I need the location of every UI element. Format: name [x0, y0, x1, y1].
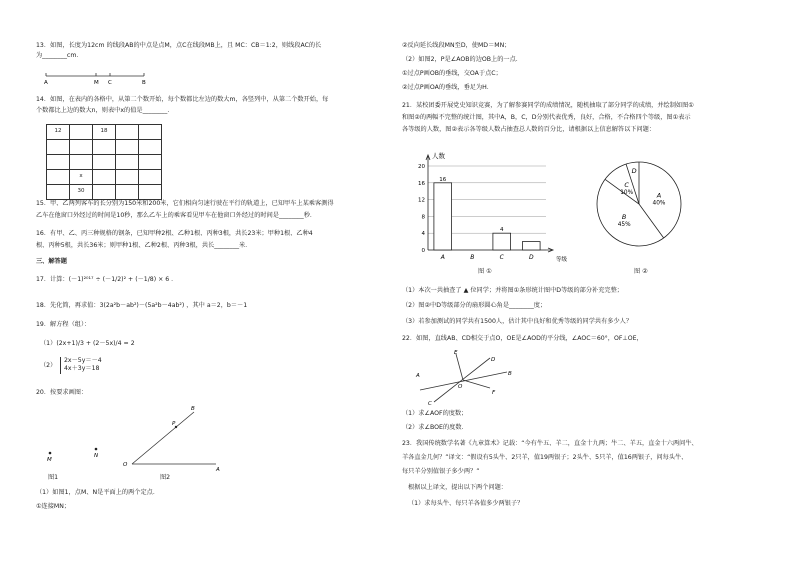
- q22-s2: （2）求∠BOE的度数．: [402, 424, 468, 431]
- q22-label-b: B: [508, 371, 512, 377]
- category-label: C: [499, 254, 504, 261]
- data-label: 16: [439, 176, 447, 183]
- bar-d: [522, 242, 540, 250]
- x-axis-label: 等级: [556, 257, 568, 263]
- table-cell: [93, 140, 116, 155]
- bar-a: [434, 183, 452, 250]
- table-cell: [116, 155, 139, 170]
- q13-label-a: A: [44, 80, 48, 86]
- q19-part1-label: （1）: [40, 340, 57, 347]
- data-label: 4: [500, 227, 504, 234]
- q16-text: 16．有甲、乙、丙三种规格的钢条，已知甲种2根、乙种1根、丙种3根，共长23米；甲种1根、乙种4: [36, 230, 313, 237]
- right-column: [402, 0, 772, 562]
- q18-label: 18．先化简，再求值：: [36, 302, 100, 309]
- q13-label-c: C: [108, 80, 112, 86]
- label-o: O: [123, 462, 128, 468]
- q20-label: 20．按要求画图：: [36, 389, 88, 396]
- q17-line: [36, 276, 177, 284]
- y-tick-label: 8: [421, 214, 425, 221]
- q13-label-b: B: [142, 80, 146, 86]
- slice-label: D: [631, 166, 637, 175]
- q17-expression: (－1)²⁰¹⁷ ÷ (－1/2)² + (－1/8) × 6 ．: [68, 276, 178, 283]
- q15-text: 15．甲、乙两列客车的长分别为150米和200米，它们相向匀速行驶在平行的轨道上，已知甲车上某乘客测得: [36, 200, 334, 207]
- table-cell: [116, 170, 139, 185]
- table-cell: [93, 155, 116, 170]
- ray-of: [463, 380, 490, 388]
- table-cell: [139, 125, 162, 140]
- q21-s2: （2）图②中D等级部分的扇形圆心角是________度；: [402, 302, 547, 309]
- q19-equation1: (2x+1)/3 + (2－5x)/4 = 2: [56, 340, 135, 347]
- q21-s1: （1）本次一共抽查了 ▲ 位同学；并将图①条形统计图中D等级的部分补充完整；: [402, 287, 623, 294]
- slice-label: C: [624, 181, 629, 190]
- category-label: D: [528, 254, 534, 261]
- q23-text: 23．我国传统数学名著《九章算术》记载：“今有牛五、羊二，直金十九两；牛二、羊五，直金十六两问牛、: [402, 440, 698, 447]
- q23-text2: 羊各直金几何？”译文：“假设有5头牛、2只羊，值19两银子；2头牛、5只羊，值16两银子，问每头牛、: [402, 454, 688, 461]
- q22-label-c: C: [428, 401, 432, 407]
- q21-text3: 各等级的人数，图②表示各等级人数占抽查总人数的百分比，请根据以上信息解答以下问题：: [402, 126, 656, 133]
- table-cell: 12: [47, 125, 70, 140]
- table-cell: [139, 140, 162, 155]
- label-n: N: [94, 453, 99, 459]
- q19-equation2b: 4x＋3y＝18: [64, 365, 100, 373]
- q21-text2: 和图②的两幅不完整的统计图，其中A，B，C，D分别代表优秀，良好，合格，不合格四个等级，图①表示: [402, 114, 691, 121]
- slice-label: B: [621, 212, 627, 221]
- table-cell: x: [70, 170, 93, 185]
- point-n: [95, 448, 98, 451]
- q22-text: 22．如图，直线AB、CD相交于点O，OE是∠AOD的平分线，∠AOC＝60°，OF⊥OE，: [402, 335, 643, 342]
- q23-text4: 根据以上译文，提出以下两个问题：: [408, 484, 507, 491]
- table-cell: [47, 155, 70, 170]
- table-cell: [70, 125, 93, 140]
- q21-text: 21．某校团委开展党史知识竞赛，为了解参赛同学的成绩情况，随机抽取了部分同学的成绩，并绘制如图①: [402, 102, 694, 109]
- q22-label-f: F: [492, 390, 496, 396]
- ray-oe: [456, 354, 463, 380]
- table-cell: [70, 140, 93, 155]
- table-cell: [93, 185, 116, 200]
- q23-text3: 每只羊分别值银子多少两？”: [402, 468, 480, 475]
- line-ab: [420, 372, 507, 390]
- fig1-caption: 图1: [48, 474, 59, 481]
- table-cell: [116, 185, 139, 200]
- q22-s1: （1）求∠AOF的度数；: [402, 410, 468, 417]
- table-row: [47, 185, 162, 200]
- label-a: A: [216, 467, 220, 473]
- y-tick-label: 20: [418, 164, 425, 170]
- q20-figures: [36, 400, 256, 480]
- q19-part2-label: （2）: [40, 362, 57, 369]
- q18-line: [36, 302, 247, 310]
- q18-expression: 3(2a²b－ab²)－(5a²b－4ab²) ，其中 a＝2，b＝－1: [99, 302, 248, 309]
- q14-text: 14．如图，在表内的各格中，从第二个数开始，每个数都比左边的数大m，各竖列中，从第二个数开始，每: [36, 96, 329, 103]
- slice-pct-label: 10%: [620, 190, 634, 197]
- q14-text2: 个数都比上边的数大n，则表中x的值是________．: [36, 107, 174, 114]
- label-b: B: [191, 406, 195, 412]
- q21-bar-chart: [402, 146, 582, 266]
- table-cell: 30: [70, 185, 93, 200]
- y-tick-label: 4: [421, 231, 425, 238]
- q13-label-m: M: [94, 80, 99, 86]
- q20-t2: ①连接MN；: [36, 503, 71, 510]
- q20-t4: （2）如图2，P是∠AOB的边OB上的一点．: [402, 56, 522, 63]
- bar-c: [493, 233, 511, 250]
- q19-system: [60, 357, 102, 374]
- q22-label-d: D: [491, 357, 496, 363]
- fig2-caption: 图2: [160, 474, 171, 481]
- table-cell: 18: [93, 125, 116, 140]
- table-cell: [116, 125, 139, 140]
- table-row: [47, 140, 162, 155]
- table-row: [47, 125, 162, 140]
- q14-number-table: [46, 124, 162, 200]
- q21-s3: （3）若参加测试的同学共有1500人，估计其中良好和优秀等级的同学共有多少人？: [402, 318, 633, 325]
- q16-text2: 根、丙种5根，共长36米；则甲种1根、乙种2根、丙种3根，共长________米．: [36, 242, 252, 249]
- q19-equation2a: 2x－5y＝－4: [64, 357, 102, 364]
- y-tick-label: 0: [421, 248, 425, 254]
- y-axis-label: 人数: [432, 152, 445, 160]
- table-row: [47, 170, 162, 185]
- line-cd: [434, 358, 490, 402]
- q20-t3: ②反向延长线段MN至D，使MD＝MN；: [402, 42, 511, 49]
- q22-lines-figure: [412, 348, 522, 406]
- q20-t1: （1）如图1，点M、N是平面上的两个定点．: [36, 489, 160, 496]
- q13-segment-figure: [44, 70, 164, 86]
- slice-pct-label: 45%: [617, 221, 631, 228]
- label-p: P: [172, 421, 176, 427]
- table-cell: [47, 185, 70, 200]
- table-cell: [70, 155, 93, 170]
- slice-label: A: [656, 191, 662, 200]
- q20-t6: ②过点P画OA的垂线，垂足为H．: [402, 84, 493, 91]
- category-label: A: [440, 254, 445, 261]
- q21-pie-chart: [594, 148, 684, 268]
- q15-text2: 乙车在他窗口外经过的时间是10秒，那么乙车上的乘客看见甲车在他窗口外经过的时间是________秒．: [36, 212, 317, 219]
- table-cell: [47, 140, 70, 155]
- q21-fig1-caption: 图 ①: [478, 268, 492, 275]
- q13-text: 13．如图，长度为12cm 的线段AB的中点是点M，点C在线段MB上，且 MC：CB＝1:2，则线段AC的长: [36, 42, 322, 49]
- section3-heading: 三、解答题: [36, 258, 67, 265]
- q22-label-e: E: [454, 350, 458, 356]
- q20-t5: ①过点P画OB的垂线，交OA于点C；: [402, 70, 502, 77]
- q13-text2: 为________cm．: [36, 52, 83, 59]
- q22-label-a: A: [416, 373, 420, 379]
- y-tick-label: 12: [418, 197, 425, 204]
- table-cell: [139, 155, 162, 170]
- category-label: B: [470, 254, 475, 261]
- q21-fig2-caption: 图 ②: [634, 268, 648, 275]
- point-m: [49, 452, 52, 455]
- table-cell: [93, 170, 116, 185]
- q19-part1: [40, 340, 135, 348]
- q22-label-o: O: [458, 384, 463, 390]
- left-column: [36, 0, 390, 562]
- y-tick-label: 16: [418, 180, 425, 187]
- table-cell: [116, 140, 139, 155]
- slice-pct-label: 40%: [652, 200, 666, 207]
- q19-label: 19．解方程（组）：: [36, 321, 91, 328]
- table-cell: [47, 170, 70, 185]
- table-cell: [139, 185, 162, 200]
- q23-s1: （1）求每头牛、每只羊各值多少两银子？: [408, 500, 524, 507]
- label-m: M: [47, 457, 52, 463]
- table-cell: [139, 170, 162, 185]
- q17-label: 17．计算：: [36, 276, 69, 283]
- table-row: [47, 155, 162, 170]
- ray-ob: [132, 412, 194, 464]
